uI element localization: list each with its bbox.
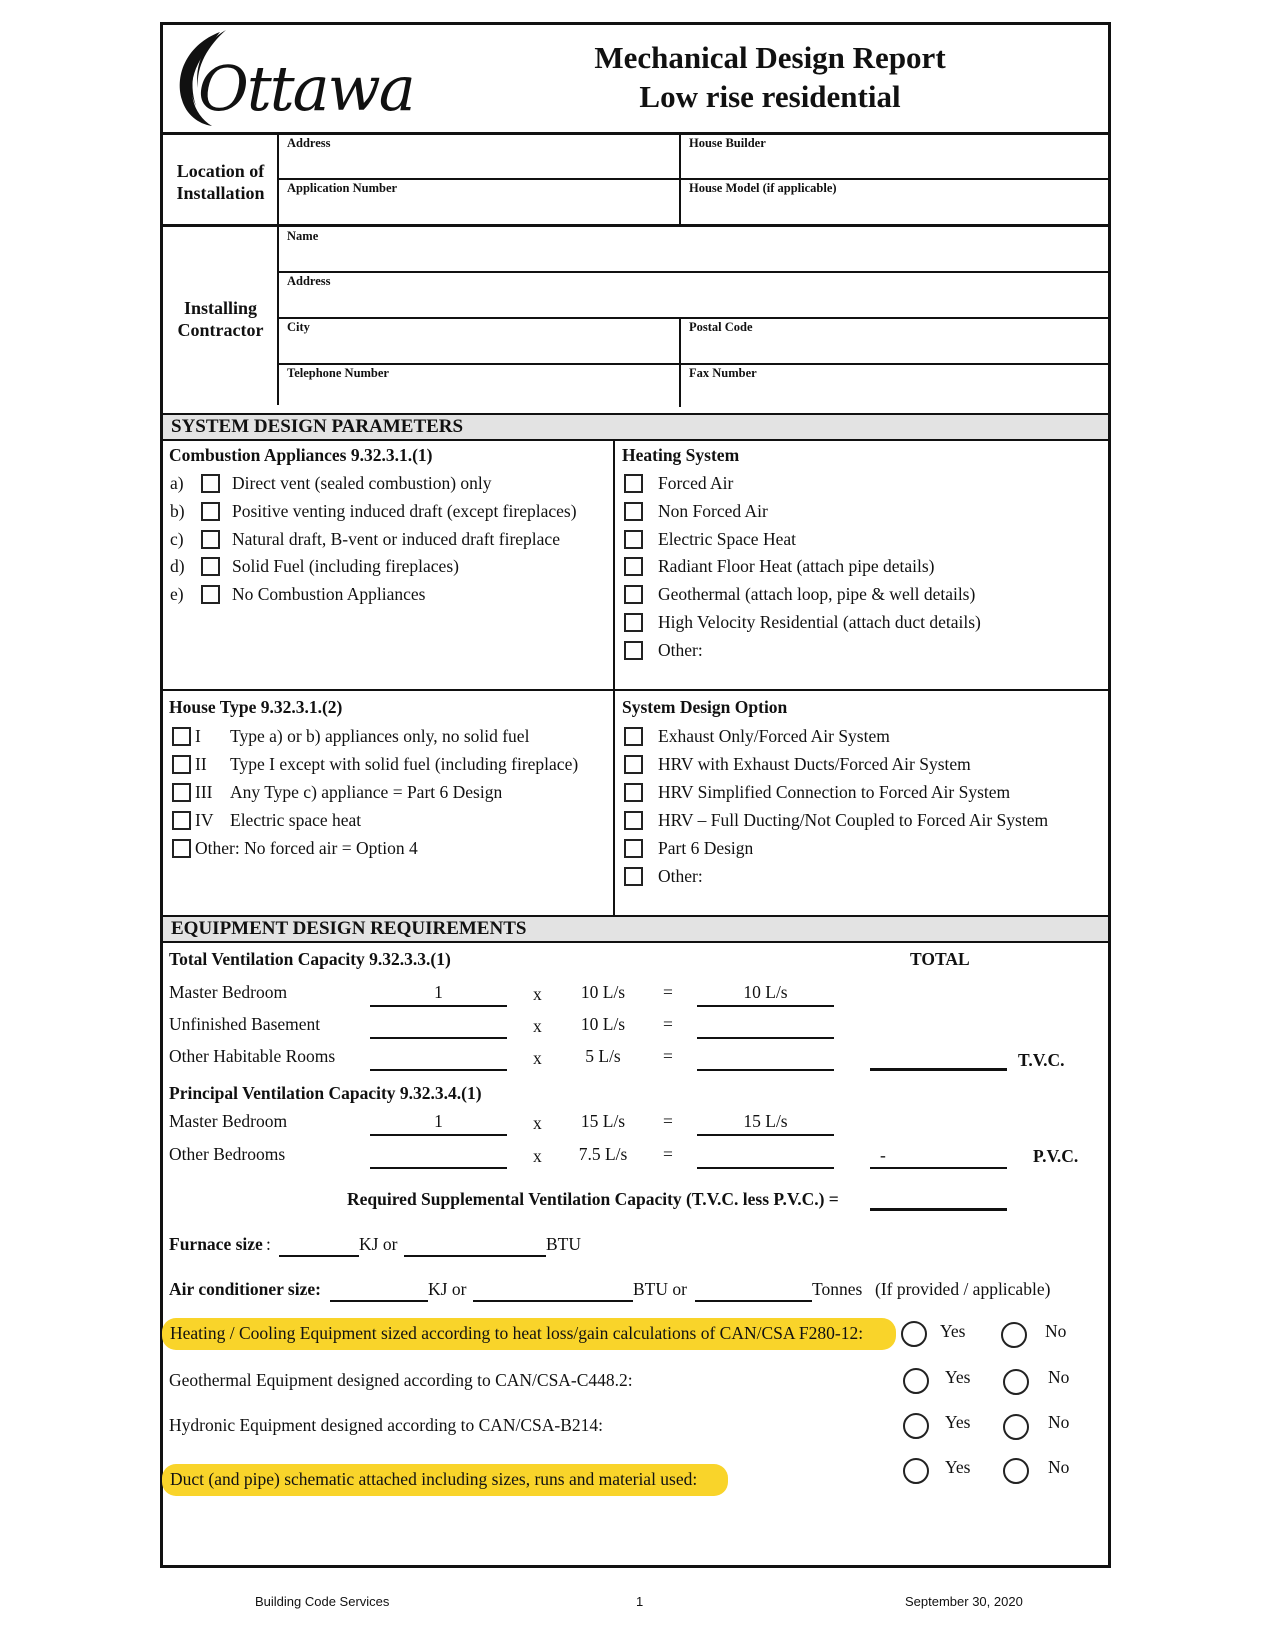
tvc-row-result-line	[697, 1037, 834, 1039]
equals-sign: =	[663, 1046, 673, 1066]
house-builder-field-label[interactable]: House Builder	[689, 136, 766, 150]
pvc-row-label: Master Bedroom	[169, 1111, 288, 1131]
house-type-code: IV	[195, 810, 214, 830]
design-option-checkbox[interactable]	[624, 867, 643, 886]
location-title: Location of Installation	[176, 161, 265, 203]
question-geothermal: Geothermal Equipment designed according to CAN/CSA-C448.2:	[169, 1370, 633, 1390]
tvc-row-label: Other Habitable Rooms	[169, 1046, 336, 1066]
design-option-label: HRV – Full Ducting/Not Coupled to Forced Air System	[658, 810, 1049, 830]
heating-label: Radiant Floor Heat (attach pipe details)	[658, 556, 935, 576]
geothermal-yes-label: Yes	[945, 1367, 971, 1387]
supplemental-label: Required Supplemental Ventilation Capacity (T.V.C. less P.V.C.) =	[347, 1189, 839, 1209]
design-option-title: System Design Option	[622, 697, 788, 717]
tvc-row-qty-line	[370, 1037, 507, 1039]
equipment-heading: EQUIPMENT DESIGN REQUIREMENTS	[163, 915, 1108, 943]
geothermal-no-radio[interactable]	[1003, 1369, 1029, 1395]
duct-schematic-yes-radio[interactable]	[903, 1458, 929, 1484]
furnace-kj-or: KJ or	[359, 1234, 398, 1254]
multiply-sign: x	[533, 1113, 542, 1133]
tvc-row-rate: 5 L/s	[585, 1046, 621, 1066]
pvc-row-qty-line	[370, 1134, 507, 1136]
question-heating-cooling: Heating / Cooling Equipment sized according to heat loss/gain calculations of CAN/CSA F280-12:	[170, 1323, 864, 1343]
pvc-row-qty[interactable]: 1	[434, 1111, 443, 1131]
design-option-label: Exhaust Only/Forced Air System	[658, 726, 890, 746]
house-type-checkbox[interactable]	[172, 755, 191, 774]
contractor-name-field-label[interactable]: Name	[287, 229, 319, 243]
application-number-field-label[interactable]: Application Number	[287, 181, 398, 195]
header-divider	[163, 132, 1108, 135]
furnace-colon: :	[266, 1234, 271, 1254]
ac-btu-or: BTU or	[633, 1279, 687, 1299]
heating-label: High Velocity Residential (attach duct details)	[658, 612, 981, 632]
combustion-label: Positive venting induced draft (except fireplaces)	[232, 501, 577, 521]
design-option-label: Part 6 Design	[658, 838, 754, 858]
design-option-checkbox[interactable]	[624, 839, 643, 858]
house-type-code: II	[195, 754, 207, 774]
ac-tonnes-field[interactable]	[695, 1300, 812, 1302]
location-row-divider	[277, 178, 1108, 180]
house-type-code: III	[195, 782, 213, 802]
contractor-title: Installing Contractor	[177, 298, 264, 340]
design-option-checkbox[interactable]	[624, 811, 643, 830]
ac-label: Air conditioner size:	[169, 1279, 321, 1299]
furnace-btu: BTU	[546, 1234, 581, 1254]
tvc-title: Total Ventilation Capacity 9.32.3.3.(1)	[169, 949, 451, 969]
duct-schematic-no-label: No	[1048, 1457, 1070, 1477]
contractor-fax-field-label[interactable]: Fax Number	[689, 366, 757, 380]
house-type-code: I	[195, 726, 201, 746]
house-type-checkbox[interactable]	[172, 839, 191, 858]
contractor-city-field-label[interactable]: City	[287, 320, 310, 334]
heating-checkbox[interactable]	[624, 557, 643, 576]
design-option-checkbox[interactable]	[624, 727, 643, 746]
ac-kj-field[interactable]	[330, 1300, 428, 1302]
design-option-checkbox[interactable]	[624, 783, 643, 802]
combustion-label: Natural draft, B-vent or induced draft fireplace	[232, 529, 560, 549]
title-line-1: Mechanical Design Report	[594, 40, 946, 75]
furnace-btu-field[interactable]	[404, 1255, 546, 1257]
footer-date: September 30, 2020	[905, 1594, 1023, 1609]
pvc-row-result-line	[697, 1134, 834, 1136]
combustion-checkbox[interactable]	[201, 474, 220, 493]
heating-checkbox[interactable]	[624, 641, 643, 660]
tvc-row-rate: 10 L/s	[580, 982, 626, 1002]
tvc-row-qty-line	[370, 1069, 507, 1071]
heating-checkbox[interactable]	[624, 502, 643, 521]
house-type-checkbox[interactable]	[172, 811, 191, 830]
heating-label: Forced Air	[658, 473, 734, 493]
multiply-sign: x	[533, 1048, 542, 1068]
pvc-title: Principal Ventilation Capacity 9.32.3.4.(1)	[169, 1083, 482, 1103]
tvc-row-result-line	[697, 1005, 834, 1007]
furnace-label: Furnace size	[169, 1234, 263, 1254]
tvc-total-line[interactable]	[870, 1068, 1007, 1071]
pvc-row-result-line	[697, 1167, 834, 1169]
combustion-checkbox[interactable]	[201, 585, 220, 604]
house-type-label: Type I except with solid fuel (including fireplace)	[230, 754, 579, 774]
logo-wordmark: Ottawa	[198, 52, 414, 125]
house-type-checkbox[interactable]	[172, 783, 191, 802]
tvc-row-qty-line	[370, 1005, 507, 1007]
multiply-sign: x	[533, 1146, 542, 1166]
equals-sign: =	[663, 1014, 673, 1034]
design-option-label: Other:	[658, 866, 703, 886]
report-title	[500, 38, 1040, 116]
house-type-title: House Type 9.32.3.1.(2)	[169, 697, 343, 717]
pvc-row-result[interactable]: 15 L/s	[743, 1111, 788, 1131]
equals-sign: =	[663, 1144, 673, 1164]
heating-title: Heating System	[622, 445, 740, 465]
duct-schematic-no-radio[interactable]	[1003, 1458, 1029, 1484]
title-line-2: Low rise residential	[639, 79, 901, 114]
hydronic-no-radio[interactable]	[1003, 1414, 1029, 1440]
design-option-label: HRV Simplified Connection to Forced Air System	[658, 782, 1011, 802]
house-type-other-label: Other: No forced air = Option 4	[195, 838, 418, 858]
pvc-row-label: Other Bedrooms	[169, 1144, 286, 1164]
tvc-abbr: T.V.C.	[1018, 1050, 1065, 1070]
combustion-letter: a)	[170, 473, 184, 493]
geothermal-no-label: No	[1048, 1367, 1070, 1387]
combustion-label: Direct vent (sealed combustion) only	[232, 473, 492, 493]
heating-label: Electric Space Heat	[658, 529, 796, 549]
footer-page-number: 1	[636, 1594, 644, 1609]
question-duct-schematic: Duct (and pipe) schematic attached including sizes, runs and material used:	[170, 1469, 698, 1489]
combustion-letter: b)	[170, 501, 185, 521]
system-design-row-divider	[163, 689, 1108, 691]
combustion-letter: d)	[170, 556, 185, 576]
hydronic-yes-radio[interactable]	[903, 1413, 929, 1439]
tvc-row-qty[interactable]: 1	[434, 982, 443, 1002]
heating-cooling-no-radio[interactable]	[1001, 1322, 1027, 1348]
combustion-checkbox[interactable]	[201, 502, 220, 521]
multiply-sign: x	[533, 1016, 542, 1036]
tvc-row-result[interactable]: 10 L/s	[743, 982, 788, 1002]
tvc-row-label: Unfinished Basement	[169, 1014, 321, 1034]
design-option-checkbox[interactable]	[624, 755, 643, 774]
contractor-divider-1	[277, 271, 1108, 273]
ac-kj-or: KJ or	[428, 1279, 467, 1299]
heating-checkbox[interactable]	[624, 613, 643, 632]
equals-sign: =	[663, 1111, 673, 1131]
house-type-label: Type a) or b) appliances only, no solid fuel	[230, 726, 530, 746]
ac-if-provided: (If provided / applicable)	[875, 1279, 1051, 1299]
system-design-center-divider	[613, 441, 615, 915]
supplemental-line[interactable]	[870, 1208, 1007, 1211]
contractor-address-field-label[interactable]: Address	[287, 274, 331, 288]
contractor-mid-divider	[679, 317, 681, 407]
footer-department: Building Code Services	[255, 1594, 390, 1609]
combustion-title: Combustion Appliances 9.32.3.1.(1)	[169, 445, 433, 465]
pvc-total-line	[870, 1167, 1007, 1169]
combustion-label: Solid Fuel (including fireplaces)	[232, 556, 459, 576]
address-field-label[interactable]: Address	[287, 136, 331, 150]
pvc-total-value[interactable]: -	[880, 1145, 886, 1165]
combustion-checkbox[interactable]	[201, 557, 220, 576]
system-design-heading: SYSTEM DESIGN PARAMETERS	[163, 413, 1108, 441]
ac-tonnes: Tonnes	[812, 1279, 863, 1299]
heating-checkbox[interactable]	[624, 585, 643, 604]
heating-label: Geothermal (attach loop, pipe & well details)	[658, 584, 976, 604]
combustion-checkbox[interactable]	[201, 530, 220, 549]
hydronic-no-label: No	[1048, 1412, 1070, 1432]
tvc-row-label: Master Bedroom	[169, 982, 288, 1002]
contractor-divider-2	[277, 317, 1108, 319]
ottawa-logo	[168, 26, 418, 130]
equals-sign: =	[663, 982, 673, 1002]
heating-label: Other:	[658, 640, 703, 660]
tvc-row-result-line	[697, 1069, 834, 1071]
house-type-checkbox[interactable]	[172, 727, 191, 746]
house-type-label: Electric space heat	[230, 810, 362, 830]
ac-btu-field[interactable]	[473, 1300, 633, 1302]
contractor-divider-3	[277, 363, 1108, 365]
pvc-row-qty-line	[370, 1167, 507, 1169]
combustion-label: No Combustion Appliances	[232, 584, 426, 604]
house-model-field-label[interactable]: House Model (if applicable)	[689, 181, 837, 195]
heating-checkbox[interactable]	[624, 474, 643, 493]
tvc-row-rate: 10 L/s	[580, 1014, 626, 1034]
heating-label: Non Forced Air	[658, 501, 768, 521]
hydronic-yes-label: Yes	[945, 1412, 971, 1432]
heating-cooling-yes-label: Yes	[940, 1321, 966, 1341]
combustion-letter: e)	[170, 584, 184, 604]
total-label: TOTAL	[910, 949, 970, 969]
multiply-sign: x	[533, 984, 542, 1004]
pvc-row-rate: 15 L/s	[580, 1111, 626, 1131]
combustion-letter: c)	[170, 529, 184, 549]
design-option-label: HRV with Exhaust Ducts/Forced Air System	[658, 754, 971, 774]
contractor-postal-code-field-label[interactable]: Postal Code	[689, 320, 753, 334]
duct-schematic-yes-label: Yes	[945, 1457, 971, 1477]
furnace-kj-field[interactable]	[279, 1255, 359, 1257]
heating-cooling-no-label: No	[1045, 1321, 1067, 1341]
pvc-abbr: P.V.C.	[1033, 1146, 1079, 1166]
heating-cooling-yes-radio[interactable]	[901, 1321, 927, 1347]
pvc-row-rate: 7.5 L/s	[578, 1144, 628, 1164]
question-hydronic: Hydronic Equipment designed according to CAN/CSA-B214:	[169, 1415, 604, 1435]
location-bottom-divider	[163, 224, 1108, 227]
geothermal-yes-radio[interactable]	[903, 1368, 929, 1394]
house-type-label: Any Type c) appliance = Part 6 Design	[230, 782, 503, 802]
heating-checkbox[interactable]	[624, 530, 643, 549]
contractor-telephone-field-label[interactable]: Telephone Number	[287, 366, 389, 380]
